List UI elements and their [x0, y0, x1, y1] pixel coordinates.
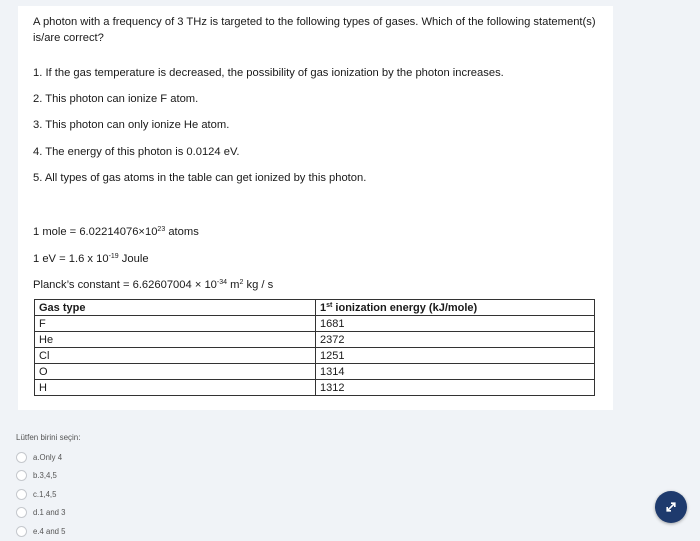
constant-mole: 1 mole = $6.02214076\times 10^{23}$ atoms — [33, 226, 199, 238]
header-ionization-energy: 1st ionization energy (kJ/mole) — [316, 300, 595, 316]
expand-icon — [664, 500, 678, 514]
table-row — [35, 348, 595, 364]
option-label: d.1 and 3 — [33, 508, 66, 518]
option-e[interactable] — [16, 522, 80, 541]
energy-cell: 1314 — [316, 364, 595, 380]
option-label: a.Only 4 — [33, 452, 63, 462]
gas-cell: H — [35, 380, 316, 396]
statement-3: 3. This photon can only ionize He atom. — [33, 119, 230, 131]
statement-4: 4. The energy of this photon is 0.0124 eV. — [33, 146, 240, 158]
statement-5: 5. All types of gas atoms in the table can get ionized by this photon. — [33, 172, 367, 184]
gas-cell: O — [35, 364, 316, 380]
table-row — [35, 380, 595, 396]
table-row — [35, 364, 595, 380]
option-label: e.4 and 5 — [33, 526, 66, 536]
gas-cell: He — [35, 332, 316, 348]
option-d[interactable] — [16, 504, 80, 523]
energy-cell: 2372 — [316, 332, 595, 348]
answer-prompt: Lütfen birini seçin: — [16, 433, 81, 442]
gas-cell: F — [35, 316, 316, 332]
table-row — [35, 316, 595, 332]
constant-ev: 1 eV = 1.6 x $10^{-19}$ Joule — [33, 253, 149, 265]
expand-button[interactable] — [655, 491, 687, 523]
energy-cell: 1312 — [316, 380, 595, 396]
radio-c[interactable] — [16, 489, 27, 500]
radio-d[interactable] — [16, 507, 27, 518]
ionization-table — [34, 299, 595, 396]
radio-b[interactable] — [16, 470, 27, 481]
gas-cell: Cl — [35, 348, 316, 364]
option-label: c.1,4,5 — [33, 489, 57, 499]
option-b[interactable] — [16, 467, 80, 486]
radio-e[interactable] — [16, 526, 27, 537]
statement-1: 1. If the gas temperature is decreased, the possibility of gas ionization by the photon increases. — [33, 67, 504, 79]
statement-2: 2. This photon can ionize F atom. — [33, 93, 199, 105]
energy-cell: 1251 — [316, 348, 595, 364]
table-row — [35, 332, 595, 348]
option-a[interactable] — [16, 448, 80, 467]
question-title: A photon with a frequency of 3 THz is targeted to the following types of gases. Which of the following statement(s) is/are correct? — [33, 16, 596, 44]
header-gas-type: Gas type — [35, 300, 316, 316]
answer-options — [16, 433, 80, 541]
constant-planck: Planck’s constant = $6.62607004 \times 10^{-34}$ $m^2$ kg / s — [33, 279, 274, 291]
radio-a[interactable] — [16, 452, 27, 463]
question-card — [18, 6, 613, 410]
option-label: b.3,4,5 — [33, 471, 57, 481]
option-c[interactable] — [16, 485, 80, 504]
table-header-row — [35, 300, 595, 316]
energy-cell: 1681 — [316, 316, 595, 332]
